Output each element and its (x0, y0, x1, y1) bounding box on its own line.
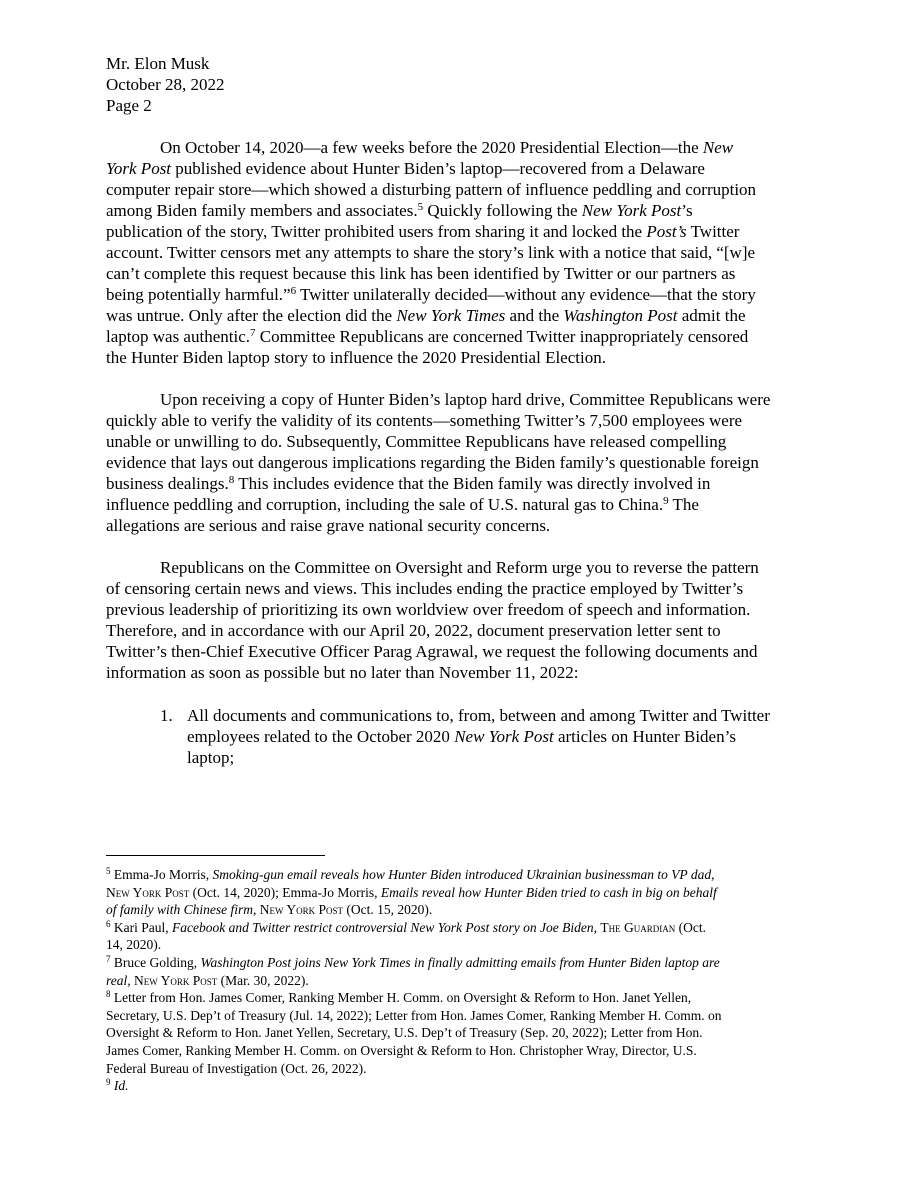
text-line: Twitter’s then-Chief Executive Officer Parag Agrawal, we request the following documents and (106, 642, 758, 661)
text-line: Republicans on the Committee on Oversight and Reform urge you to reverse the pattern (160, 558, 759, 577)
footnote-number: 8 (106, 989, 111, 1000)
list-item-text (187, 705, 770, 768)
footnote-ref-5[interactable]: 5 (417, 201, 424, 213)
footnote-number: 5 (106, 866, 111, 876)
text-line: can’t complete this request because this link has been identified by Twitter or our partners as (106, 264, 736, 283)
footnote-number: 9 (106, 1077, 111, 1088)
letter-date: October 28, 2022 (106, 75, 225, 94)
text-line: business dealings.$^8$ This includes evidence that the Biden family was directly involved in (106, 474, 711, 493)
paragraph-request (106, 557, 818, 683)
paragraph-laptop-story (106, 137, 818, 368)
footnote-5: $^5$ Emma-Jo Morris, Smoking-gun email reveals how Hunter Biden introduced Ukrainian businessman to VP dad, New York Post (Oct. 14, 2020); Emma-Jo Morris, Emails reveal how Hunter Biden tried to cash in big on behalf of family with Chinese firm, New York Post (Oct. 15, 2020). (106, 866, 717, 918)
text-line: influence peddling and corruption, including the sale of U.S. natural gas to China.$^9$ The (106, 495, 699, 514)
text-line: On October 14, 2020—a few weeks before the 2020 Presidential Election—the New (160, 138, 734, 157)
text-line: laptop was authentic.$^7$ Committee Republicans are concerned Twitter inappropriately censored (106, 327, 749, 346)
text-line: allegations are serious and raise grave national security concerns. (106, 516, 551, 535)
text-line: information as soon as possible but no later than November 11, 2022: (106, 663, 579, 682)
text-line: account. Twitter censors met any attempts to share the story’s link with a notice that said, “[w]e (106, 243, 756, 262)
footnote-number: 6 (106, 918, 111, 929)
text-line: York Post published evidence about Hunter Biden’s laptop—recovered from a Delaware (106, 159, 705, 178)
footnote-ref-6[interactable]: 6 (290, 285, 297, 297)
text-line: evidence that lays out dangerous implications regarding the Biden family’s questionable foreign (106, 453, 759, 472)
footnotes (106, 866, 818, 1095)
text-line: Therefore, and in accordance with our April 20, 2022, document preservation letter sent to (106, 621, 721, 640)
footnote-8: $^8$ Letter from Hon. James Comer, Ranking Member H. Comm. on Oversight & Reform to Hon. Janet Yellen, Secretary, U.S. Dep’t of Treasury (Jul. 14, 2022); Letter from Hon. James Comer, Ranking Member H. Comm. on Oversight & Reform to Hon. Janet Yellen, Secretary, U.S. Dep’t of Treasury (Sep. 20, 2022); Letter from Hon. James Comer, Ranking Member H. Comm. on Oversight & Reform to Hon. Christopher Wray, Director, U.S. Federal Bureau of Investigation (Oct. 26, 2022). (106, 989, 722, 1076)
text-line: All documents and communications to, from, between and among Twitter and Twitter (187, 706, 770, 725)
text-line: quickly able to verify the validity of its contents—something Twitter’s 7,500 employees were (106, 411, 743, 430)
footnote-ref-7[interactable]: 7 (250, 327, 256, 339)
text-line: computer repair store—which showed a disturbing pattern of influence peddling and corruption (106, 180, 757, 199)
text-line: Upon receiving a copy of Hunter Biden’s laptop hard drive, Committee Republicans were (160, 390, 771, 409)
paragraph-laptop-contents (106, 389, 818, 536)
footnote-divider (106, 855, 325, 856)
text-line: previous leadership of prioritizing its own worldview over freedom of speech and information. (106, 600, 751, 619)
text-line: unable or unwilling to do. Subsequently, Committee Republicans have released compelling (106, 432, 727, 451)
footnote-7: $^7$ Bruce Golding, Washington Post joins New York Times in finally admitting emails from Hunter Biden laptop are real, New York Post (Mar. 30, 2022). (106, 953, 720, 988)
letter-header (106, 53, 225, 116)
footnote-ref-9[interactable]: 9 (663, 495, 669, 507)
list-number: 1. (160, 706, 173, 725)
text-line: among Biden family members and associates.$^5$ Quickly following the New York Post’s (106, 201, 693, 220)
text-line: of censoring certain news and views. This includes ending the practice employed by Twitter’s (106, 579, 744, 598)
footnote-6: $^6$ Kari Paul, Facebook and Twitter restrict controversial New York Post story on Joe Biden, The Guardian (Oct. 14, 2020). (106, 918, 706, 953)
recipient-name: Mr. Elon Musk (106, 54, 210, 73)
text-line: the Hunter Biden laptop story to influence the 2020 Presidential Election. (106, 348, 606, 367)
footnote-number: 7 (106, 953, 111, 964)
footnote-9: $^9$ Id. (106, 1077, 129, 1094)
footnote-ref-8[interactable]: 8 (228, 474, 235, 486)
page-number: Page 2 (106, 96, 152, 115)
text-line: publication of the story, Twitter prohibited users from sharing it and locked the Post’s Twitter (106, 222, 740, 241)
text-line: laptop; (187, 748, 235, 767)
text-line: was untrue. Only after the election did the New York Times and the Washington Post admit the (106, 306, 746, 325)
text-line: being potentially harmful.”$^6$ Twitter unilaterally decided—without any evidence—that the story (106, 285, 756, 304)
text-line: employees related to the October 2020 New York Post articles on Hunter Biden’s (187, 727, 736, 746)
